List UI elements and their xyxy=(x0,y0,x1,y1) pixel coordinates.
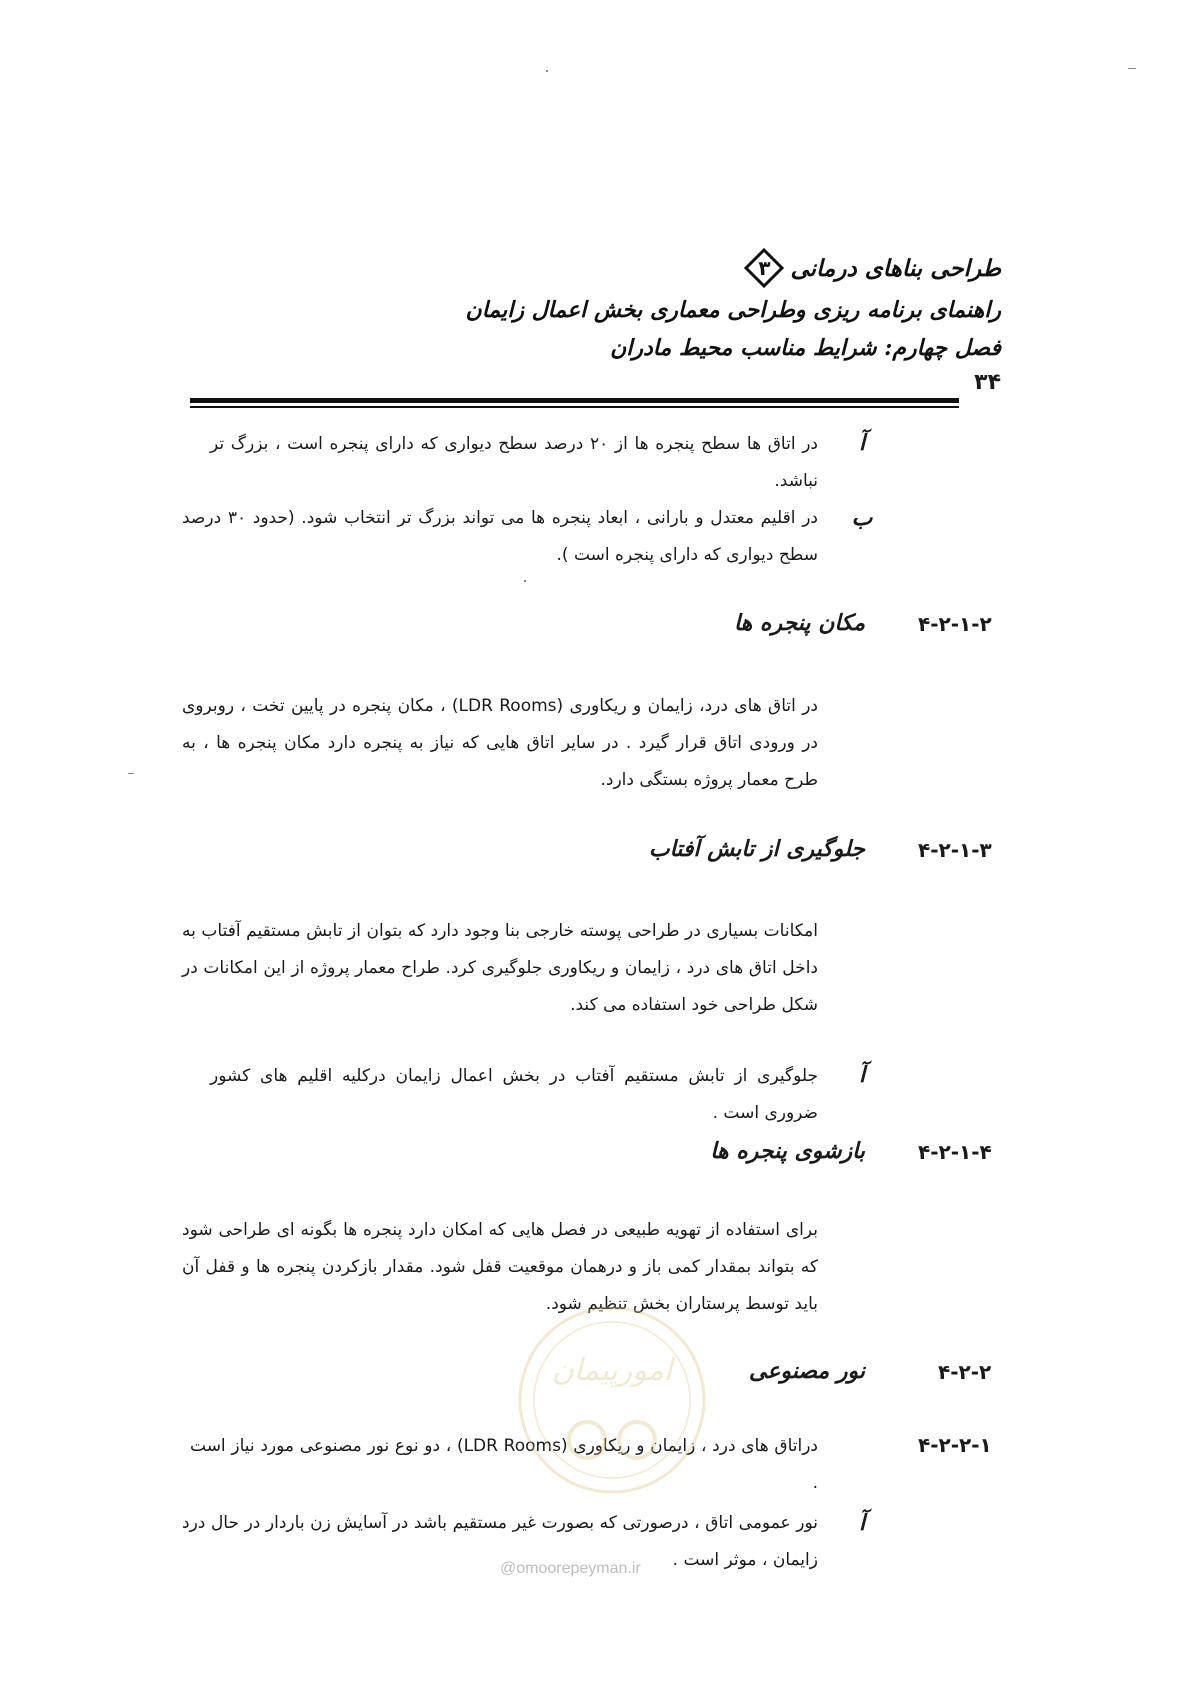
section-number: ۴-۲-۱-۲ xyxy=(918,612,992,636)
paragraph-window-opening: برای استفاده از تهویه طبیعی در فصل هایی که امکان دارد پنجره ها بگونه ای طراحی شود که بتواند بمقدار کمی باز و درهمان موقعیت قفل شود. مقدار بازکردن پنجره ها و قفل آن باید توسط پرستاران بخش تنظیم شود. xyxy=(182,1220,818,1314)
header-rule-thin xyxy=(190,406,959,408)
book-title-text: طراحی بناهای درمانی xyxy=(790,254,1001,282)
item-letter-b: ب xyxy=(851,505,873,531)
paragraph-mild-climate: در اقلیم معتدل و بارانی ، ابعاد پنجره ها می تواند بزرگ تر انتخاب شود. (حدود ۳۰ درصد سطح دیواری که دارای پنجره است ). xyxy=(182,508,818,565)
section-number: ۴-۲-۱-۴ xyxy=(918,1140,992,1164)
watermark-url: @omoorepeyman.ir xyxy=(500,1560,641,1577)
section-number: ۴-۲-۲ xyxy=(938,1360,992,1384)
book-title xyxy=(744,248,1001,288)
book-number: ۳ xyxy=(758,256,771,280)
scan-speck xyxy=(524,580,526,582)
guide-subtitle: راهنمای برنامه ریزی وطراحی معماری بخش اعمال زایمان xyxy=(465,297,1001,323)
paragraph-general-light: نور عمومی اتاق ، درصورتی که بصورت غیر مستقیم باشد در آسایش زن باردار در حال درد زایمان ، موثر است . xyxy=(182,1513,818,1570)
section-title-window-opening: بازشوی پنجره ها xyxy=(710,1138,865,1164)
scan-speck xyxy=(546,70,548,72)
section-title-window-location: مکان پنجره ها xyxy=(733,610,865,636)
paragraph-ldr-lighting: دراتاق های درد ، زایمان و ریکاوری (LDR Rooms) ، دو نوع نور مصنوعی مورد نیاز است . xyxy=(190,1436,818,1493)
item-letter-a: آ xyxy=(858,1510,866,1536)
chapter-title: فصل چهارم: شرایط مناسب محیط مادران xyxy=(610,335,1001,361)
section-title-sun-protection: جلوگیری از تابش آفتاب xyxy=(648,836,865,862)
watermark-logo-text: امورپیمان xyxy=(551,1353,673,1388)
scan-speck xyxy=(1128,68,1136,69)
item-letter-a: آ xyxy=(858,1062,866,1088)
item-letter-a: آ xyxy=(858,430,866,456)
paragraph-sun-protection: امکانات بسیاری در طراحی پوسته خارجی بنا وجود دارد که بتوان از تابش مستقیم آفتاب به داخل اتاق های درد ، زایمان و ریکاوری جلوگیری کرد. طراح معمار پروژه از این امکانات در شکل طراحی خود استفاده می کند. xyxy=(182,921,818,1015)
paragraph-window-area: در اتاق ها سطح پنجره ها از ۲۰ درصد سطح دیواری که دارای پنجره است ، بزرگ تر نباشد. xyxy=(210,434,818,491)
section-title-artificial-light: نور مصنوعی xyxy=(748,1358,865,1384)
page-number: ۳۴ xyxy=(974,370,1001,395)
book-number-badge xyxy=(744,248,784,288)
section-number: ۴-۲-۲-۱ xyxy=(918,1433,992,1457)
header-rule-thick xyxy=(190,398,959,403)
paragraph-window-location: در اتاق های درد، زایمان و ریکاوری (LDR Rooms) ، مکان پنجره در پایین تخت ، روبروی در ورودی اتاق قرار گیرد . در سایر اتاق هایی که نیاز به پنجره دارد مکان پنجره ها ، به طرح معمار پروژه بستگی دارد. xyxy=(182,696,819,790)
scan-speck xyxy=(128,773,134,774)
section-number: ۴-۲-۱-۳ xyxy=(918,838,992,862)
paragraph-direct-sun: جلوگیری از تابش مستقیم آفتاب در بخش اعمال زایمان درکلیه اقلیم های کشور ضروری است . xyxy=(210,1066,818,1123)
